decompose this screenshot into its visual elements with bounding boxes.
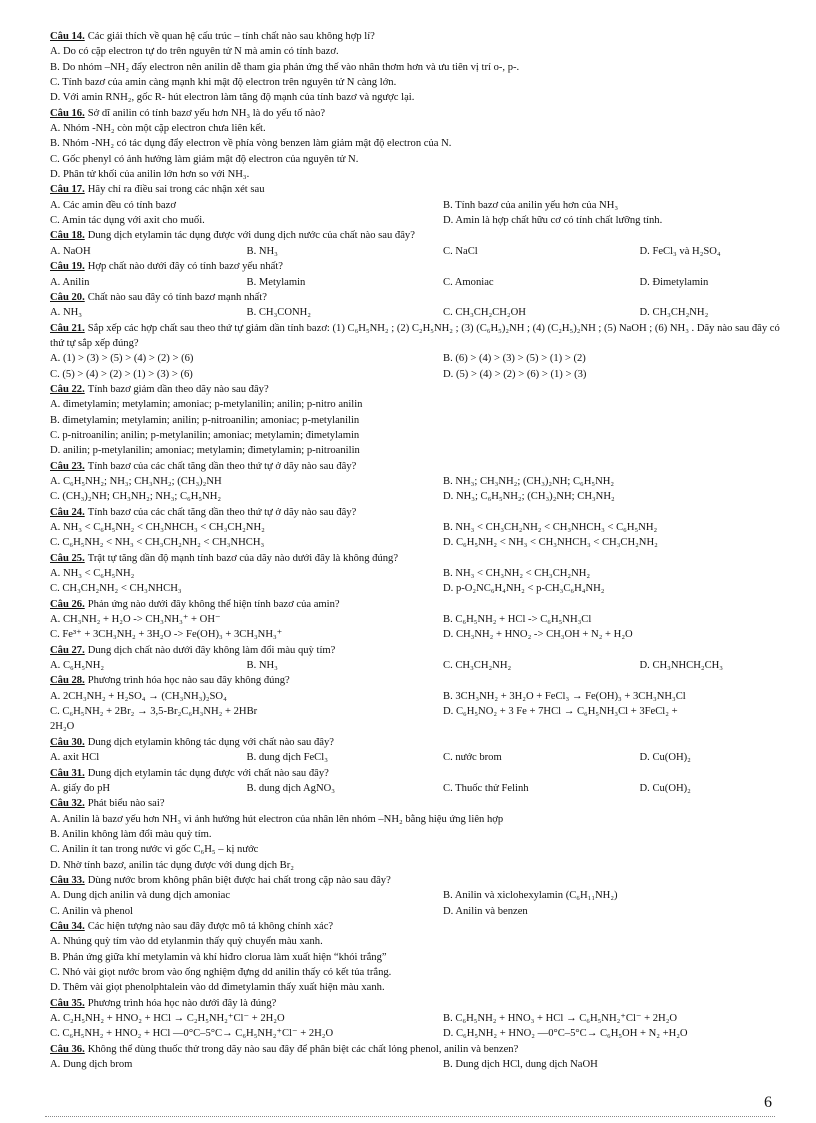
answer-option: B. Anilin không làm đổi màu quỳ tím. <box>50 828 212 840</box>
answer-option: B. Metylamin <box>246 276 306 288</box>
question-number: Câu 16. <box>50 107 85 119</box>
answer-option: B. CH₃CONH₂ <box>246 307 311 319</box>
answer-option: C. NaCl <box>443 245 478 257</box>
options-row <box>50 1011 780 1026</box>
question-stem <box>50 919 780 934</box>
question-stem <box>50 597 780 612</box>
options-row <box>50 750 780 765</box>
question-number: Câu 31. <box>50 767 85 779</box>
question-stem <box>50 459 780 474</box>
question-number: Câu 33. <box>50 874 85 886</box>
answer-option: B. Phản ứng giữa khí metylamin và khí hiđro clorua làm xuất hiện “khói trắng” <box>50 951 387 963</box>
question-text: Phương trình hóa học nào sau đây không đúng? <box>87 675 290 687</box>
options-row <box>50 965 780 980</box>
answer-option: C. Amin tác dụng với axit cho muối. <box>50 215 205 227</box>
question-block <box>50 459 780 505</box>
question-text: Không thể dùng thuốc thử trong dãy nào sau đây để phân biệt các chất lỏng phenol, anilin và benzen? <box>87 1043 519 1055</box>
question-block <box>50 597 780 643</box>
answer-option: C. CH₃CH₂NH₂ < CH₃NHCH₃ <box>50 583 182 595</box>
options-row <box>50 1057 780 1072</box>
answer-option: A. đimetylamin; metylamin; amoniac; p-metylanilin; anilin; p-nitro anilin <box>50 399 363 411</box>
answer-option: C. (5) > (4) > (2) > (1) > (3) > (6) <box>50 368 193 380</box>
answer-option: C. Anilin ít tan trong nước vì gốc C₆H₅ – kị nước <box>50 844 259 856</box>
question-block <box>50 382 780 459</box>
question-block <box>50 919 780 996</box>
question-block <box>50 766 780 797</box>
options-row <box>50 152 780 167</box>
options-row <box>50 566 780 581</box>
question-number: Câu 30. <box>50 736 85 748</box>
options-row <box>50 413 780 428</box>
question-stem <box>50 796 780 811</box>
question-list <box>50 29 780 1072</box>
question-stem <box>50 1042 780 1057</box>
answer-option: A. Anilin là bazơ yếu hơn NH₃ vì ảnh hưởng hút electron của nhân lên nhóm –NH₂ bằng hiệu ứng liên hợp <box>50 813 504 825</box>
answer-option: D. (5) > (4) > (2) > (6) > (1) > (3) <box>443 368 587 380</box>
answer-option: A. Anilin <box>50 276 90 288</box>
question-text: Tính bazơ giảm dần theo dãy nào sau đây? <box>87 383 269 395</box>
answer-option: B. C₆H₅NH₂ + HNO₃ + HCl → C₆H₅NH₂⁺Cl⁻ + 2H₂O <box>443 1013 678 1024</box>
answer-option: D. CH₃NHCH₂CH₃ <box>639 660 723 672</box>
question-number: Câu 34. <box>50 920 85 932</box>
question-stem <box>50 321 780 352</box>
question-number: Câu 32. <box>50 798 85 810</box>
answer-option: D. CH₃CH₂NH₂ <box>639 307 709 319</box>
answer-option: B. Anilin và xiclohexylamin (C₆H₁₁NH₂) <box>443 890 618 902</box>
answer-option: C. C₆H₅NH₂ + HNO₂ + HCl —0°C–5°C→ C₆H₅NH₂⁺Cl⁻ + 2H₂O <box>50 1028 334 1040</box>
options-row <box>50 474 780 489</box>
question-number: Câu 28. <box>50 675 85 687</box>
answer-option: A. giấy đo pH <box>50 782 111 794</box>
answer-option: B. dung dịch FeCl₃ <box>246 752 328 764</box>
question-stem <box>50 996 780 1011</box>
question-stem <box>50 106 780 121</box>
answer-option: B. (6) > (4) > (3) > (5) > (1) > (2) <box>443 353 586 365</box>
question-block <box>50 735 780 766</box>
question-text: Dung dịch etylamin tác dụng được với chất nào sau đây? <box>87 767 329 779</box>
question-block <box>50 996 780 1042</box>
question-number: Câu 35. <box>50 997 85 1009</box>
footer-rule <box>45 1116 775 1117</box>
question-block <box>50 1042 780 1073</box>
options-row <box>50 520 780 535</box>
options-row <box>50 275 780 290</box>
answer-option: D. Đimetylamin <box>639 276 709 288</box>
answer-option: A. C₂H₅NH₂ + HNO₂ + HCl → C₂H₅NH₂⁺Cl⁻ + 2H₂O <box>50 1013 285 1024</box>
question-block <box>50 505 780 551</box>
question-text: Trật tự tăng dần độ mạnh tính bazơ của dãy nào dưới đây là không đúng? <box>87 552 399 564</box>
question-stem <box>50 228 780 243</box>
options-row <box>50 90 780 105</box>
answer-option: A. Dung dịch brom <box>50 1059 133 1071</box>
question-text: Chất nào sau đây có tính bazơ mạnh nhất? <box>87 291 267 303</box>
answer-option: A. (1) > (3) > (5) > (4) > (2) > (6) <box>50 353 194 365</box>
answer-option: A. NH₃ < C₆H₅NH₂ < CH₃NHCH₃ < CH₃CH₂NH₂ <box>50 522 265 533</box>
options-row <box>50 827 780 842</box>
options-row <box>50 489 780 504</box>
answer-option: B. NH₃ < CH₃NH₂ < CH₃CH₂NH₂ <box>443 568 591 580</box>
question-block <box>50 551 780 597</box>
question-number: Câu 21. <box>50 322 85 334</box>
answer-option: C. Amoniac <box>443 276 494 288</box>
options-row <box>50 934 780 949</box>
answer-option: A. Nhúng quỳ tím vào dd etylanmin thấy quỳ chuyển màu xanh. <box>50 936 323 948</box>
answer-option: D. C₆H₅NO₂ + 3 Fe + 7HCl → C₆H₅NH₃Cl + 3FeCl₂ + <box>443 706 678 718</box>
answer-option: B. NH₃ < CH₃CH₂NH₂ < CH₃NHCH₃ < C₆H₅NH₂ <box>443 522 658 533</box>
answer-option: D. Thêm vài giọt phenolphtalein vào dd đimetylamin thấy xuất hiện màu xanh. <box>50 982 385 994</box>
question-number: Câu 24. <box>50 506 85 518</box>
answer-option: A. NaOH <box>50 245 91 257</box>
answer-option: D. Cu(OH)₂ <box>639 752 691 764</box>
question-block <box>50 228 780 259</box>
options-row <box>50 581 780 596</box>
question-stem <box>50 643 780 658</box>
options-row <box>50 858 780 873</box>
question-number: Câu 26. <box>50 598 85 610</box>
answer-option: D. Phân tử khối của anilin lớn hơn so với NH₃. <box>50 169 250 181</box>
answer-option: C. Fe³⁺ + 3CH₃NH₂ + 3H₂O -> Fe(OH)₃ + 3CH₃NH₃⁺ <box>50 629 283 641</box>
question-text: Dùng nước brom không phân biệt được hai chất trong cặp nào sau đây? <box>87 874 391 886</box>
options-row <box>50 60 780 75</box>
options-row <box>50 397 780 412</box>
question-text: Phản ứng nào dưới đây không thể hiện tính bazơ của amin? <box>87 598 340 610</box>
options-row <box>50 75 780 90</box>
question-block <box>50 643 780 674</box>
answer-option: C. CH₃CH₂CH₂OH <box>443 307 526 319</box>
question-text: Dung dịch etylamin không tác dụng với chất nào sau đây? <box>87 736 334 748</box>
answer-option: D. p-O₂NC₆H₄NH₂ < p-CH₃C₆H₄NH₂ <box>443 583 605 595</box>
answer-option: D. Cu(OH)₂ <box>639 782 691 794</box>
answer-option: D. Với amin RNH₂, gốc R- hút electron làm tăng độ mạnh của tính bazơ và ngược lại. <box>50 92 415 104</box>
question-stem <box>50 259 780 274</box>
options-row <box>50 689 780 704</box>
answer-option: B. 3CH₃NH₂ + 3H₂O + FeCl₃ → Fe(OH)₃ + 3CH₃NH₃Cl <box>443 690 686 702</box>
answer-option: B. Tính bazơ của anilin yếu hơn của NH₃ <box>443 199 619 211</box>
answer-option: D. C₆H₅NH₂ + HNO₂ —0°C–5°C→ C₆H₅OH + N₂ +H₂O <box>443 1028 688 1040</box>
question-block <box>50 259 780 290</box>
question-text: Dung dịch etylamin tác dụng được với dung dịch nước của chất nào sau đây? <box>87 230 415 242</box>
options-row <box>50 428 780 443</box>
answer-option: A. Các amin đều có tính bazơ <box>50 199 176 211</box>
question-number: Câu 23. <box>50 460 85 472</box>
question-block <box>50 290 780 321</box>
question-number: Câu 22. <box>50 383 85 395</box>
options-row <box>50 351 780 366</box>
question-stem <box>50 551 780 566</box>
options-row <box>50 950 780 965</box>
question-block <box>50 873 780 919</box>
question-stem <box>50 290 780 305</box>
options-row <box>50 44 780 59</box>
question-text: Dung dịch chất nào dưới đây không làm đổi màu quỳ tím? <box>87 644 336 656</box>
question-block <box>50 106 780 183</box>
question-block <box>50 673 780 734</box>
question-number: Câu 25. <box>50 552 85 564</box>
question-number: Câu 17. <box>50 184 85 196</box>
answer-option: D. Anilin và benzen <box>443 905 528 917</box>
options-row <box>50 1026 780 1041</box>
question-block <box>50 182 780 228</box>
options-row <box>50 627 780 642</box>
options-row <box>50 781 780 796</box>
answer-option: D. Nhờ tính bazơ, anilin tác dụng được với dung dịch Br₂ <box>50 859 294 871</box>
answer-option: D. FeCl₃ và H₂SO₄ <box>639 245 721 257</box>
question-stem <box>50 673 780 688</box>
options-row <box>50 842 780 857</box>
options-row <box>50 167 780 182</box>
answer-option: A. Dung dịch anilin và dung dịch amoniac <box>50 890 231 902</box>
question-stem <box>50 29 780 44</box>
options-row <box>50 198 780 213</box>
answer-option: B. NH₃ <box>246 660 278 672</box>
question-block <box>50 321 780 382</box>
answer-option: C. (CH₃)₂NH; CH₃NH₂; NH₃; C₆H₅NH₂ <box>50 491 222 503</box>
answer-option: C. Nhỏ vài giọt nước brom vào ống nghiệm đựng dd anilin thấy có kết tủa trắng. <box>50 966 392 978</box>
options-row <box>50 904 780 919</box>
question-stem <box>50 182 780 197</box>
question-stem <box>50 873 780 888</box>
answer-option: C. Thuốc thử Felinh <box>443 782 529 794</box>
question-number: Câu 36. <box>50 1043 85 1055</box>
question-text: Tính bazơ của các chất tăng dần theo thứ tự ở dãy nào sau đây? <box>87 460 357 472</box>
answer-option: C. Gốc phenyl có ảnh hưởng làm giảm mật độ electron của nguyên tử N. <box>50 153 359 165</box>
answer-option: B. đimetylamin; metylamin; anilin; p-nitroanilin; amoniac; p-metylanilin <box>50 414 360 426</box>
question-block <box>50 29 780 106</box>
options-row <box>50 367 780 382</box>
options-row <box>50 812 780 827</box>
options-row <box>50 443 780 458</box>
options-row <box>50 980 780 995</box>
answer-option: A. 2CH₃NH₂ + H₂SO₄ → (CH₃NH₃)₂SO₄ <box>50 690 227 702</box>
question-text: Phương trình hóa học nào dưới đây là đúng? <box>87 997 277 1009</box>
question-text: Các hiện tượng nào sau đây được mô tả không chính xác? <box>87 920 334 932</box>
question-stem <box>50 505 780 520</box>
answer-option: A. NH₃ <box>50 307 82 319</box>
answer-option: C. Anilin và phenol <box>50 905 133 917</box>
answer-option: A. C₆H₅NH₂; NH₃; CH₃NH₂; (CH₃)₂NH <box>50 475 222 487</box>
answer-option: B. C₆H₅NH₂ + HCl -> C₆H₅NH₃Cl <box>443 614 592 626</box>
question-text: Sở dĩ anilin có tính bazơ yếu hơn NH₃ là do yếu tố nào? <box>87 107 326 119</box>
answer-option: A. Do có cặp electron tự do trên nguyên tử N mà amin có tính bazơ. <box>50 46 339 58</box>
options-row <box>50 244 780 259</box>
question-stem <box>50 766 780 781</box>
answer-option: A. Nhóm -NH₂ còn một cặp electron chưa liên kết. <box>50 123 266 135</box>
options-row <box>50 704 780 719</box>
question-block <box>50 796 780 873</box>
answer-option: B. NH₃ <box>246 245 278 257</box>
answer-option: B. dung dịch AgNO₃ <box>246 782 335 794</box>
answer-option: D. Amin là hợp chất hữu cơ có tính chất lưỡng tính. <box>443 215 663 227</box>
options-row <box>50 121 780 136</box>
answer-option: A. C₆H₅NH₂ <box>50 660 105 672</box>
question-text: Sắp xếp các hợp chất sau theo thứ tự giảm dần tính bazơ: (1) C₆H₅NH₂ ; (2) C₂H₅NH₂ ; (3) (C₆H₅)₂NH ; (4) (C₂H₅)₂NH ; (5) NaOH ; (6) NH₃ . Dãy nào sau đây có thứ tự sắp xếp đúng? <box>50 322 780 349</box>
answer-option: D. C₆H₅NH₂ < NH₃ < CH₃NHCH₃ < CH₃CH₂NH₂ <box>443 537 658 549</box>
question-text: Các giải thích về quan hệ cấu trúc – tính chất nào sau không hợp lí? <box>87 31 375 42</box>
options-row <box>50 136 780 151</box>
answer-option: C. C₆H₅NH₂ + 2Br₂ → 3,5-Br₂C₆H₃NH₂ + 2HBr <box>50 706 258 718</box>
answer-option: D. NH₃; C₆H₅NH₂; (CH₃)₂NH; CH₃NH₂ <box>443 491 615 503</box>
question-text: Tính bazơ của các chất tăng dần theo thứ tự ở dãy nào sau đây? <box>87 506 357 518</box>
question-stem <box>50 735 780 750</box>
question-text: Hãy chỉ ra điều sai trong các nhận xét sau <box>87 184 265 196</box>
question-stem <box>50 382 780 397</box>
answer-option: B. Nhóm -NH₂ có tác dụng đẩy electron về phía vòng benzen làm giảm mật độ electron của N. <box>50 138 452 150</box>
question-text: Hợp chất nào dưới đây có tính bazơ yếu nhất? <box>87 261 283 273</box>
answer-option: A. NH₃ < C₆H₅NH₂ <box>50 568 135 580</box>
question-text: Phát biểu nào sai? <box>87 798 165 810</box>
answer-option: A. axit HCl <box>50 752 100 764</box>
options-row <box>50 213 780 228</box>
answer-option: B. Do nhóm –NH₂ đẩy electron nên anilin dễ tham gia phản ứng thế vào nhân thơm hơn và ưu tiên vị trí o-, p-. <box>50 61 520 73</box>
options-row <box>50 888 780 903</box>
question-number: Câu 19. <box>50 261 85 273</box>
option-continuation: 2H₂O <box>50 721 75 733</box>
answer-option: C. CH₃CH₂NH₂ <box>443 660 512 672</box>
question-number: Câu 27. <box>50 644 85 656</box>
question-number: Câu 18. <box>50 230 85 242</box>
page-number: 6 <box>764 1094 772 1111</box>
answer-option: B. Dung dịch HCl, dung dịch NaOH <box>443 1059 598 1071</box>
answer-option: A. CH₃NH₂ + H₂O -> CH₃NH₃⁺ + OH⁻ <box>50 614 221 626</box>
question-number: Câu 14. <box>50 31 85 42</box>
options-row <box>50 535 780 550</box>
answer-option: C. Tính bazơ của amin càng mạnh khi mật độ electron trên nguyên tử N càng lớn. <box>50 77 397 89</box>
answer-option: D. anilin; p-metylanilin; amoniac; metylamin; đimetylamin; p-nitroanilin <box>50 445 360 457</box>
question-number: Câu 20. <box>50 291 85 303</box>
answer-option: C. p-nitroanilin; anilin; p-metylanilin; amoniac; metylamin; đimetylamin <box>50 429 360 441</box>
options-row <box>50 612 780 627</box>
answer-option: C. nước brom <box>443 752 502 764</box>
answer-option: D. CH₃NH₂ + HNO₂ -> CH₃OH + N₂ + H₂O <box>443 629 633 641</box>
answer-option: C. C₆H₅NH₂ < NH₃ < CH₃CH₂NH₂ < CH₃NHCH₃ <box>50 537 265 549</box>
options-row <box>50 658 780 673</box>
options-row <box>50 305 780 320</box>
answer-option: B. NH₃; CH₃NH₂; (CH₃)₂NH; C₆H₅NH₂ <box>443 475 615 487</box>
